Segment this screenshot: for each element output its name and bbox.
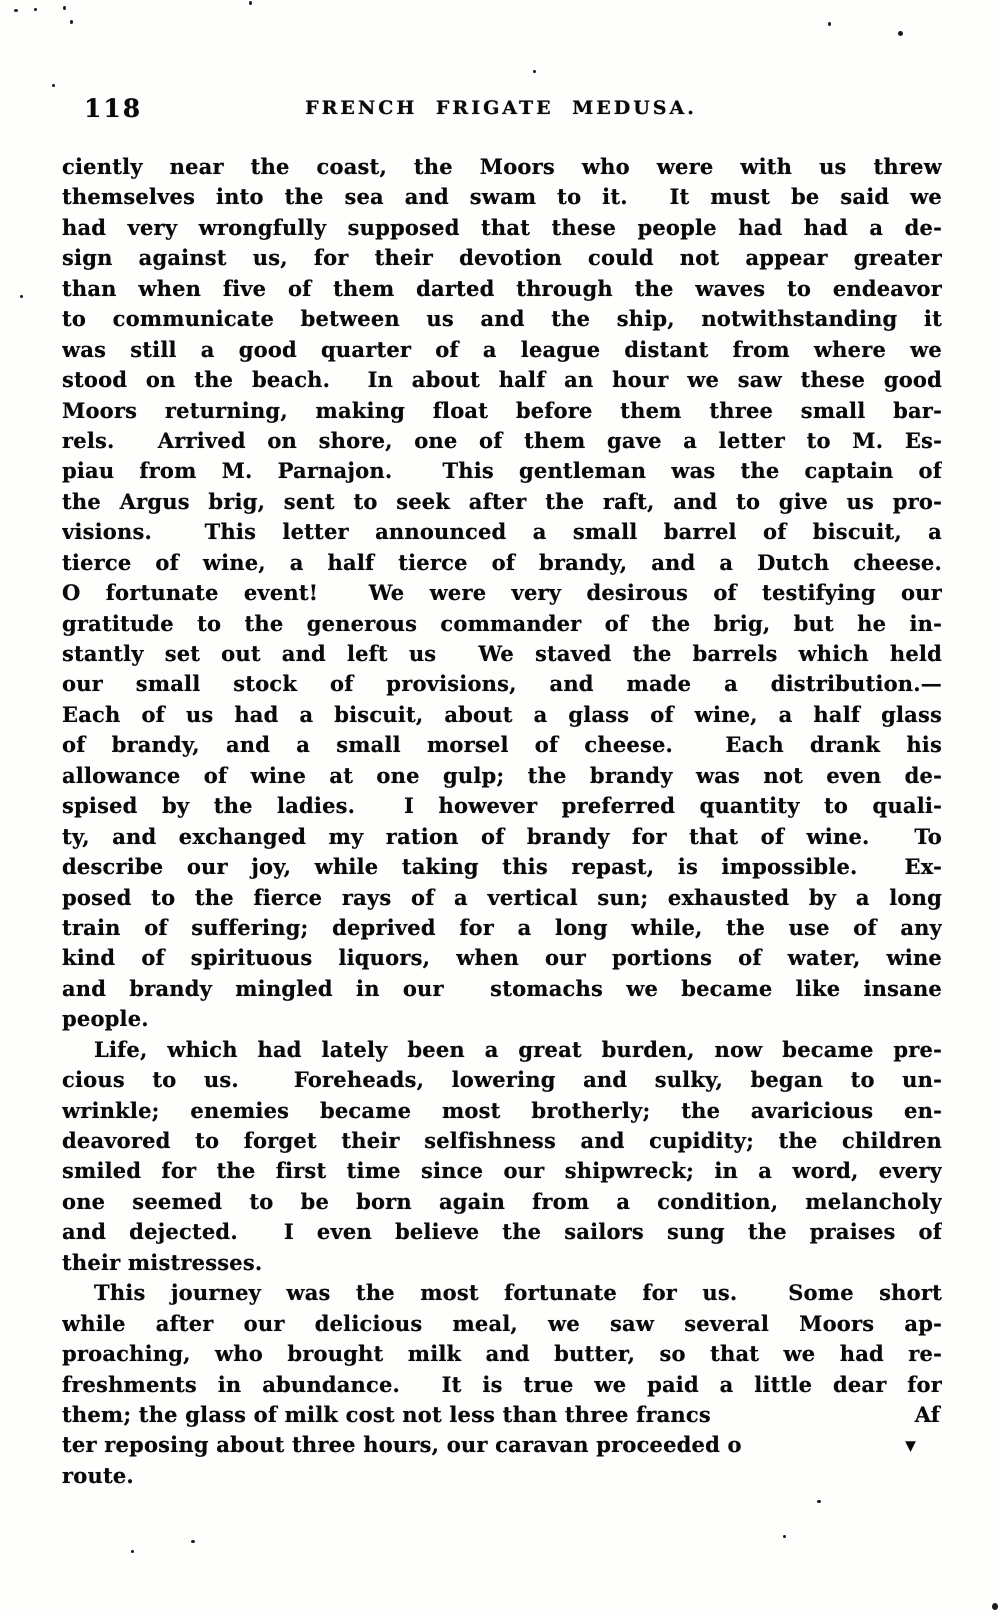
text-line: wrinkle; enemies became most brotherly; the avaricious en- bbox=[62, 1097, 942, 1123]
text-line bbox=[62, 1400, 942, 1430]
ink-speck bbox=[191, 1540, 195, 1543]
text-line: proaching, who brought milk and butter, so that we had re- bbox=[62, 1341, 942, 1367]
damaged-print-fragment: Af bbox=[914, 1401, 940, 1427]
ink-speck bbox=[783, 1535, 786, 1538]
ink-speck bbox=[20, 295, 23, 298]
text-line: deavored to forget their selfishness and cupidity; the children bbox=[62, 1128, 942, 1153]
text-line: had very wrongfully supposed that these people had had a de- bbox=[62, 214, 942, 240]
text-line: freshments in abundance. It is true we paid a little dear for bbox=[62, 1371, 942, 1397]
ink-speck bbox=[131, 1550, 134, 1553]
text-line: to communicate between us and the ship, notwithstanding it bbox=[62, 306, 942, 332]
ink-speck bbox=[63, 6, 66, 10]
text-line: their mistresses. bbox=[62, 1249, 263, 1275]
text-line: the Argus brig, sent to seek after the raft, and to give us pro- bbox=[62, 488, 942, 514]
ink-speck bbox=[52, 84, 55, 87]
text-line: piau from M. Parnajon. This gentleman was the captain of bbox=[62, 458, 942, 484]
text-line: Life, which had lately been a great burden, now became pre- bbox=[94, 1036, 942, 1062]
ink-speck bbox=[828, 22, 831, 26]
text-block bbox=[62, 152, 942, 1491]
text-line: spised by the ladies. I however preferred quantity to quali- bbox=[62, 793, 942, 819]
text-line: allowance of wine at one gulp; the brandy was not even de- bbox=[62, 762, 942, 788]
text-line: kind of spirituous liquors, when our portions of water, wine bbox=[62, 945, 942, 971]
text-line: of brandy, and a small morsel of cheese. Each drank his bbox=[62, 732, 942, 758]
ink-speck bbox=[898, 31, 903, 36]
ink-speck bbox=[533, 70, 536, 73]
text-line: Moors returning, making float before them three small bar- bbox=[62, 397, 942, 423]
text-line: than when five of them darted through the waves to endeavor bbox=[62, 275, 942, 301]
text-line: posed to the fierce rays of a vertical sun; exhausted by a long bbox=[62, 884, 942, 910]
page-header bbox=[62, 94, 940, 128]
text-line: O fortunate event! We were very desirous of testifying our bbox=[62, 580, 942, 606]
text-line: while after our delicious meal, we saw several Moors ap- bbox=[62, 1310, 942, 1336]
text-line: stantly set out and left us We staved the barrels which held bbox=[62, 641, 942, 666]
ink-speck bbox=[992, 1603, 998, 1610]
text-line: route. bbox=[62, 1462, 134, 1488]
text-line-main: ter reposing about three hours, our caravan proceeded o bbox=[62, 1432, 742, 1458]
text-line: themselves into the sea and swam to it. It must be said we bbox=[62, 184, 942, 210]
text-line: sign against us, for their devotion could not appear greater bbox=[62, 245, 942, 271]
ink-speck bbox=[14, 9, 18, 12]
text-line: smiled for the first time since our shipwreck; in a word, every bbox=[62, 1158, 942, 1184]
text-line: ty, and exchanged my ration of brandy for that of wine. To bbox=[62, 823, 942, 849]
running-head: FRENCH FRIGATE MEDUSA. bbox=[305, 97, 697, 119]
text-line: was still a good quarter of a league distant from where we bbox=[62, 336, 942, 362]
text-line: rels. Arrived on shore, one of them gave a letter to M. Es- bbox=[62, 427, 942, 453]
text-line: visions. This letter announced a small barrel of biscuit, a bbox=[62, 519, 942, 545]
text-line: gratitude to the generous commander of the brig, but he in- bbox=[62, 610, 942, 636]
text-line: train of suffering; deprived for a long while, the use of any bbox=[62, 914, 942, 940]
text-line: This journey was the most fortunate for us. Some short bbox=[94, 1280, 942, 1306]
damaged-print-fragment: ▾ bbox=[905, 1432, 916, 1458]
ink-speck bbox=[70, 20, 73, 24]
ink-speck bbox=[249, 1, 252, 5]
text-line: tierce of wine, a half tierce of brandy, and a Dutch cheese. bbox=[62, 549, 942, 575]
ink-speck bbox=[34, 8, 37, 11]
text-line bbox=[62, 1430, 942, 1460]
text-line: and dejected. I even believe the sailors sung the praises of bbox=[62, 1219, 942, 1245]
text-line: stood on the beach. In about half an hour we saw these good bbox=[62, 367, 942, 393]
text-line: and brandy mingled in our stomachs we became like insane bbox=[62, 975, 942, 1001]
text-line: describe our joy, while taking this repast, is impossible. Ex- bbox=[62, 854, 942, 880]
text-line: one seemed to be born again from a condition, melancholy bbox=[62, 1188, 942, 1214]
text-line: ciently near the coast, the Moors who were with us threw bbox=[62, 154, 942, 179]
ink-speck bbox=[817, 1500, 821, 1503]
text-line: our small stock of provisions, and made a distribution.— bbox=[62, 671, 942, 697]
text-line-main: them; the glass of milk cost not less than three francs bbox=[62, 1401, 711, 1427]
page-number: 118 bbox=[84, 94, 143, 123]
text-line: people. bbox=[62, 1006, 149, 1032]
text-line: Each of us had a biscuit, about a glass of wine, a half glass bbox=[62, 701, 942, 727]
text-line: cious to us. Foreheads, lowering and sulky, began to un- bbox=[62, 1067, 942, 1093]
